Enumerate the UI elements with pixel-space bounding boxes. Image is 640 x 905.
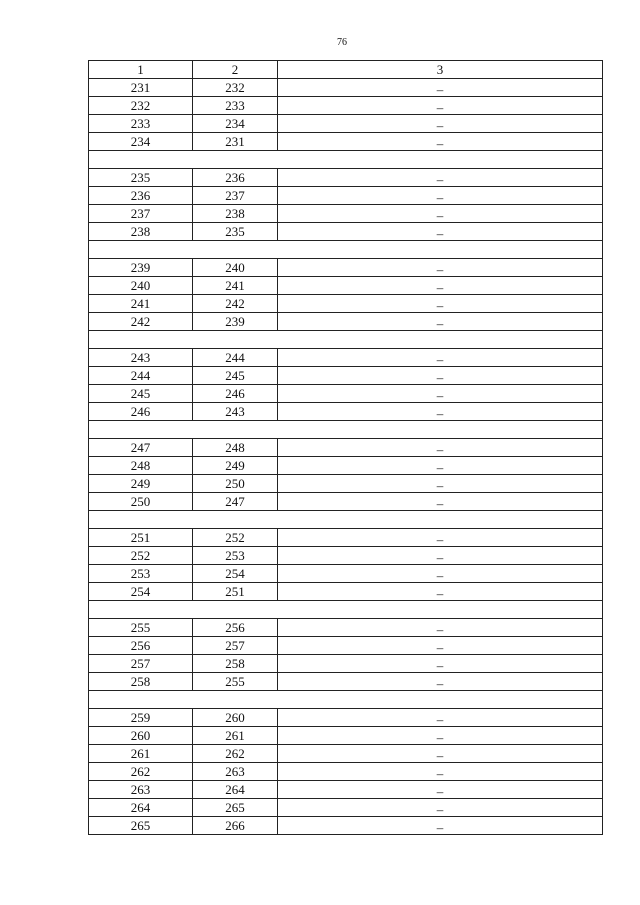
- table-cell-col-1: 265: [89, 817, 193, 835]
- table-row: [89, 349, 603, 367]
- table-cell-col-2: 236: [193, 169, 278, 187]
- table-row: [89, 295, 603, 313]
- table-cell-col-1: 234: [89, 133, 193, 151]
- table-cell-col-1: 247: [89, 439, 193, 457]
- dash-value: –: [436, 316, 444, 331]
- table-cell-col-3: [278, 655, 603, 673]
- group-separator-row: [89, 511, 603, 529]
- dash-value: –: [436, 118, 444, 133]
- table-cell-col-3: [278, 745, 603, 763]
- dash-value: –: [436, 676, 444, 691]
- dash-value: –: [436, 712, 444, 727]
- table-row: [89, 205, 603, 223]
- table-cell-col-2: 265: [193, 799, 278, 817]
- table-cell-col-2: 261: [193, 727, 278, 745]
- separator-cell: [89, 421, 603, 439]
- table-cell-col-3: [278, 115, 603, 133]
- table-cell-col-2: 242: [193, 295, 278, 313]
- table-cell-col-3: [278, 169, 603, 187]
- dash-value: –: [436, 820, 444, 835]
- column-header-1: 1: [89, 61, 193, 79]
- table-cell-col-3: [278, 259, 603, 277]
- group-separator-row: [89, 691, 603, 709]
- dash-value: –: [436, 442, 444, 457]
- table-cell-col-1: 251: [89, 529, 193, 547]
- table-cell-col-2: 235: [193, 223, 278, 241]
- table-cell-col-1: 249: [89, 475, 193, 493]
- dash-value: –: [436, 280, 444, 295]
- table-cell-col-2: 264: [193, 781, 278, 799]
- dash-value: –: [436, 730, 444, 745]
- table-cell-col-2: 237: [193, 187, 278, 205]
- table-cell-col-3: [278, 457, 603, 475]
- table-cell-col-1: 262: [89, 763, 193, 781]
- table-row: [89, 709, 603, 727]
- separator-cell: [89, 511, 603, 529]
- table-cell-col-2: 266: [193, 817, 278, 835]
- table-cell-col-2: 233: [193, 97, 278, 115]
- table-cell-col-2: 250: [193, 475, 278, 493]
- dash-value: –: [436, 100, 444, 115]
- table-cell-col-1: 253: [89, 565, 193, 583]
- table-cell-col-3: [278, 367, 603, 385]
- dash-value: –: [436, 460, 444, 475]
- table-cell-col-2: 251: [193, 583, 278, 601]
- table-row: [89, 277, 603, 295]
- table-cell-col-1: 258: [89, 673, 193, 691]
- table-cell-col-2: 263: [193, 763, 278, 781]
- table-cell-col-3: [278, 295, 603, 313]
- table-cell-col-2: 244: [193, 349, 278, 367]
- table-row: [89, 187, 603, 205]
- table-cell-col-2: 257: [193, 637, 278, 655]
- table-cell-col-3: [278, 799, 603, 817]
- table-row: [89, 79, 603, 97]
- table-cell-col-1: 244: [89, 367, 193, 385]
- table-row: [89, 637, 603, 655]
- table-cell-col-1: 248: [89, 457, 193, 475]
- table-cell-col-1: 264: [89, 799, 193, 817]
- table-cell-col-1: 231: [89, 79, 193, 97]
- table-row: [89, 781, 603, 799]
- table-cell-col-3: [278, 187, 603, 205]
- separator-cell: [89, 241, 603, 259]
- group-separator-row: [89, 331, 603, 349]
- table-cell-col-3: [278, 637, 603, 655]
- table-cell-col-3: [278, 727, 603, 745]
- table-cell-col-2: 262: [193, 745, 278, 763]
- table-row: [89, 439, 603, 457]
- table-cell-col-1: 259: [89, 709, 193, 727]
- table-cell-col-1: 254: [89, 583, 193, 601]
- table-cell-col-3: [278, 817, 603, 835]
- table-cell-col-1: 237: [89, 205, 193, 223]
- dash-value: –: [436, 622, 444, 637]
- table-cell-col-2: 248: [193, 439, 278, 457]
- table-cell-col-3: [278, 205, 603, 223]
- table-cell-col-1: 240: [89, 277, 193, 295]
- dash-value: –: [436, 136, 444, 151]
- table-cell-col-1: 245: [89, 385, 193, 403]
- table-row: [89, 655, 603, 673]
- table-cell-col-1: 263: [89, 781, 193, 799]
- table-cell-col-1: 256: [89, 637, 193, 655]
- dash-value: –: [436, 226, 444, 241]
- table-cell-col-2: 240: [193, 259, 278, 277]
- table-cell-col-2: 247: [193, 493, 278, 511]
- table-cell-col-2: 249: [193, 457, 278, 475]
- table-cell-col-1: 250: [89, 493, 193, 511]
- table-row: [89, 799, 603, 817]
- table-cell-col-1: 239: [89, 259, 193, 277]
- table-cell-col-3: [278, 583, 603, 601]
- table-cell-col-3: [278, 133, 603, 151]
- dash-value: –: [436, 478, 444, 493]
- table-cell-col-2: 232: [193, 79, 278, 97]
- table-row: [89, 619, 603, 637]
- table-row: [89, 259, 603, 277]
- table-row: [89, 223, 603, 241]
- dash-value: –: [436, 370, 444, 385]
- group-separator-row: [89, 241, 603, 259]
- table-cell-col-1: 243: [89, 349, 193, 367]
- table-header: [89, 61, 603, 79]
- separator-cell: [89, 691, 603, 709]
- table-cell-col-1: 252: [89, 547, 193, 565]
- dash-value: –: [436, 658, 444, 673]
- column-header-2: 2: [193, 61, 278, 79]
- table-cell-col-2: 234: [193, 115, 278, 133]
- table-row: [89, 385, 603, 403]
- table-row: [89, 763, 603, 781]
- table-cell-col-1: 255: [89, 619, 193, 637]
- dash-value: –: [436, 586, 444, 601]
- table-cell-col-3: [278, 223, 603, 241]
- table-cell-col-3: [278, 673, 603, 691]
- table-cell-col-2: 245: [193, 367, 278, 385]
- table-cell-col-1: 232: [89, 97, 193, 115]
- separator-cell: [89, 601, 603, 619]
- table-row: [89, 367, 603, 385]
- table-cell-col-3: [278, 619, 603, 637]
- table-cell-col-3: [278, 439, 603, 457]
- dash-value: –: [436, 568, 444, 583]
- table-cell-col-3: [278, 763, 603, 781]
- table-cell-col-3: [278, 403, 603, 421]
- table-cell-col-2: 255: [193, 673, 278, 691]
- table-cell-col-2: 258: [193, 655, 278, 673]
- table-row: [89, 313, 603, 331]
- dash-value: –: [436, 388, 444, 403]
- dash-value: –: [436, 784, 444, 799]
- data-table: [88, 60, 603, 835]
- table-cell-col-3: [278, 529, 603, 547]
- table-body: [89, 79, 603, 835]
- separator-cell: [89, 331, 603, 349]
- table-cell-col-2: 252: [193, 529, 278, 547]
- table-cell-col-3: [278, 709, 603, 727]
- table-row: [89, 817, 603, 835]
- dash-value: –: [436, 802, 444, 817]
- dash-value: –: [436, 262, 444, 277]
- table-cell-col-1: 261: [89, 745, 193, 763]
- table-cell-col-2: 254: [193, 565, 278, 583]
- dash-value: –: [436, 766, 444, 781]
- dash-value: –: [436, 640, 444, 655]
- table-cell-col-3: [278, 493, 603, 511]
- table-cell-col-3: [278, 565, 603, 583]
- table-row: [89, 169, 603, 187]
- page-number: 76: [337, 37, 347, 48]
- table-cell-col-1: 235: [89, 169, 193, 187]
- group-separator-row: [89, 421, 603, 439]
- table-cell-col-3: [278, 79, 603, 97]
- table-row: [89, 493, 603, 511]
- column-header-3: 3: [278, 61, 603, 79]
- table-cell-col-2: 260: [193, 709, 278, 727]
- table-cell-col-3: [278, 547, 603, 565]
- dash-value: –: [436, 208, 444, 223]
- table-cell-col-3: [278, 385, 603, 403]
- dash-value: –: [436, 190, 444, 205]
- table-cell-col-2: 231: [193, 133, 278, 151]
- table-row: [89, 529, 603, 547]
- table-cell-col-2: 238: [193, 205, 278, 223]
- table-cell-col-2: 241: [193, 277, 278, 295]
- table-cell-col-3: [278, 277, 603, 295]
- dash-value: –: [436, 550, 444, 565]
- table-row: [89, 565, 603, 583]
- table-cell-col-1: 233: [89, 115, 193, 133]
- table-row: [89, 547, 603, 565]
- table-row: [89, 133, 603, 151]
- table-cell-col-2: 256: [193, 619, 278, 637]
- table-row: [89, 457, 603, 475]
- table-cell-col-3: [278, 781, 603, 799]
- separator-cell: [89, 151, 603, 169]
- table-row: [89, 475, 603, 493]
- table-cell-col-1: 260: [89, 727, 193, 745]
- table-row: [89, 745, 603, 763]
- table-cell-col-1: 236: [89, 187, 193, 205]
- table-cell-col-1: 242: [89, 313, 193, 331]
- dash-value: –: [436, 352, 444, 367]
- table-cell-col-2: 253: [193, 547, 278, 565]
- table-row: [89, 583, 603, 601]
- table-cell-col-1: 257: [89, 655, 193, 673]
- table-row: [89, 727, 603, 745]
- table-cell-col-3: [278, 349, 603, 367]
- table-cell-col-3: [278, 475, 603, 493]
- dash-value: –: [436, 298, 444, 313]
- table-cell-col-2: 243: [193, 403, 278, 421]
- table-row: [89, 673, 603, 691]
- dash-value: –: [436, 748, 444, 763]
- table-row: [89, 115, 603, 133]
- header-row: [89, 61, 603, 79]
- table-row: [89, 403, 603, 421]
- table-cell-col-3: [278, 97, 603, 115]
- table-cell-col-1: 241: [89, 295, 193, 313]
- table-cell-col-2: 239: [193, 313, 278, 331]
- dash-value: –: [436, 406, 444, 421]
- dash-value: –: [436, 172, 444, 187]
- table-cell-col-1: 238: [89, 223, 193, 241]
- table-row: [89, 97, 603, 115]
- group-separator-row: [89, 151, 603, 169]
- dash-value: –: [436, 496, 444, 511]
- table-cell-col-1: 246: [89, 403, 193, 421]
- table-cell-col-2: 246: [193, 385, 278, 403]
- dash-value: –: [436, 82, 444, 97]
- dash-value: –: [436, 532, 444, 547]
- table-cell-col-3: [278, 313, 603, 331]
- group-separator-row: [89, 601, 603, 619]
